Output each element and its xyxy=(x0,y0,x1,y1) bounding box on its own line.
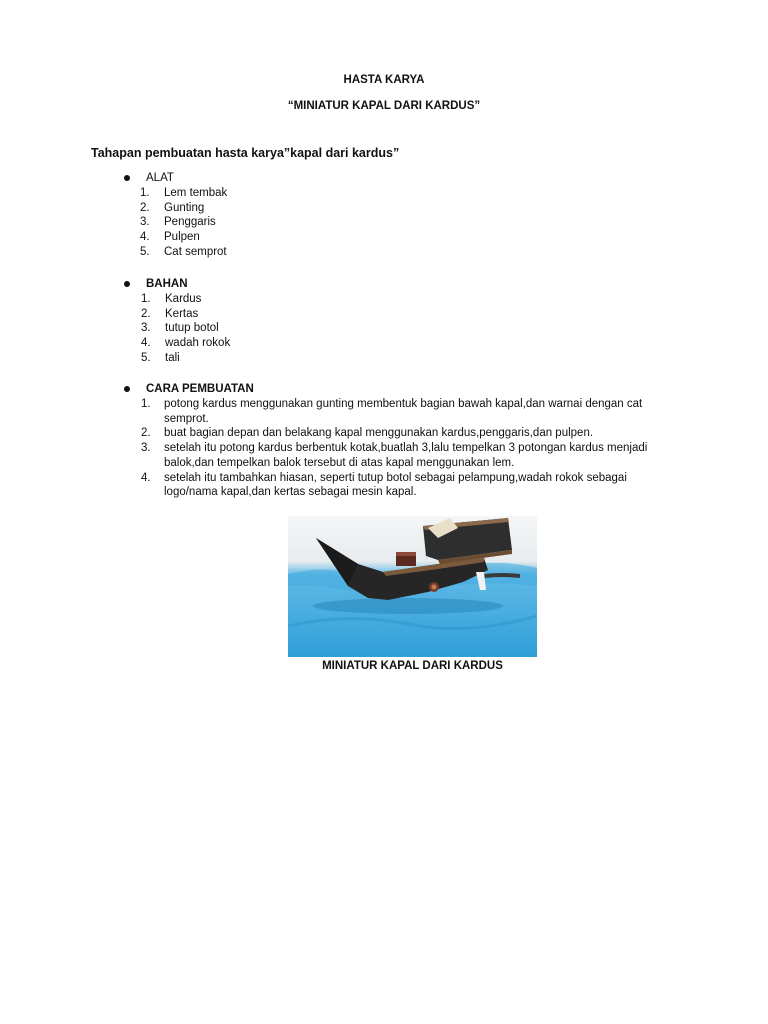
document-subtitle: “MINIATUR KAPAL DARI KARDUS” xyxy=(287,100,481,112)
boat-illustration xyxy=(288,516,537,657)
list-number: 4. xyxy=(141,471,151,484)
list-text: setelah itu tambahkan hiasan, seperti tutup botol sebagai pelampung,wadah rokok sebagai logo/nama kapal,dan kertas sebagai mesin kapal. xyxy=(164,471,627,499)
list-item xyxy=(141,471,681,500)
list-number: 4. xyxy=(140,231,150,244)
list-item xyxy=(141,426,681,441)
list-item xyxy=(141,307,230,322)
intro-heading: Tahapan pembuatan hasta karya”kapal dari kardus” xyxy=(91,146,400,160)
list-number: 2. xyxy=(140,201,150,214)
list-text: Cat semprot xyxy=(164,245,227,258)
list-text: potong kardus menggunakan gunting membentuk bagian bawah kapal,dan warnai dengan cat semprot. xyxy=(164,398,643,425)
bullet-icon xyxy=(124,386,130,392)
list-number: 2. xyxy=(141,427,151,440)
list-number: 3. xyxy=(141,442,151,455)
list-number: 2. xyxy=(141,307,151,320)
list-text: setelah itu potong kardus berbentuk kotak,buatlah 3,lalu tempelkan 3 potongan kardus menjadi balok,dan tempelkan balok tersebut di atas kapal menggunakan lem. xyxy=(164,442,648,469)
list-item xyxy=(141,351,230,366)
list-number: 4. xyxy=(141,337,151,350)
bullet-icon xyxy=(124,281,130,287)
list-text: Penggaris xyxy=(164,216,216,229)
list-number: 1. xyxy=(140,187,150,199)
list-item xyxy=(140,245,227,260)
list-text: Lem tembak xyxy=(164,187,228,199)
list-number: 5. xyxy=(141,351,151,364)
list-item xyxy=(140,230,227,245)
list-number: 5. xyxy=(140,245,150,258)
list-number: 3. xyxy=(140,216,150,229)
list-text: Gunting xyxy=(164,201,205,214)
cara-list xyxy=(141,397,681,500)
list-item xyxy=(141,321,230,336)
list-item xyxy=(140,186,227,201)
list-number: 3. xyxy=(141,322,151,335)
list-item xyxy=(141,441,681,470)
section-alat-label: ALAT xyxy=(146,172,174,184)
section-cara-label: CARA PEMBUATAN xyxy=(146,383,254,395)
list-text: Kardus xyxy=(165,293,202,305)
list-number: 1. xyxy=(141,293,151,305)
list-number: 1. xyxy=(141,398,151,410)
list-text: tali xyxy=(165,351,180,364)
list-item xyxy=(140,215,227,230)
bullet-icon xyxy=(124,175,130,181)
boat-photo xyxy=(288,516,537,657)
bahan-list xyxy=(141,292,230,366)
list-item xyxy=(141,397,681,426)
list-text: Kertas xyxy=(165,307,199,320)
section-bahan-label: BAHAN xyxy=(146,278,188,290)
document-title: HASTA KARYA xyxy=(343,74,425,86)
list-text: tutup botol xyxy=(165,322,219,335)
figure-caption: MINIATUR KAPAL DARI KARDUS xyxy=(322,660,503,672)
list-text: Pulpen xyxy=(164,231,200,244)
list-item xyxy=(141,336,230,351)
list-text: wadah rokok xyxy=(165,337,231,350)
list-item xyxy=(140,201,227,216)
list-text: buat bagian depan dan belakang kapal menggunakan kardus,penggaris,dan pulpen. xyxy=(164,427,594,440)
alat-list xyxy=(140,186,227,260)
list-item xyxy=(141,292,230,307)
